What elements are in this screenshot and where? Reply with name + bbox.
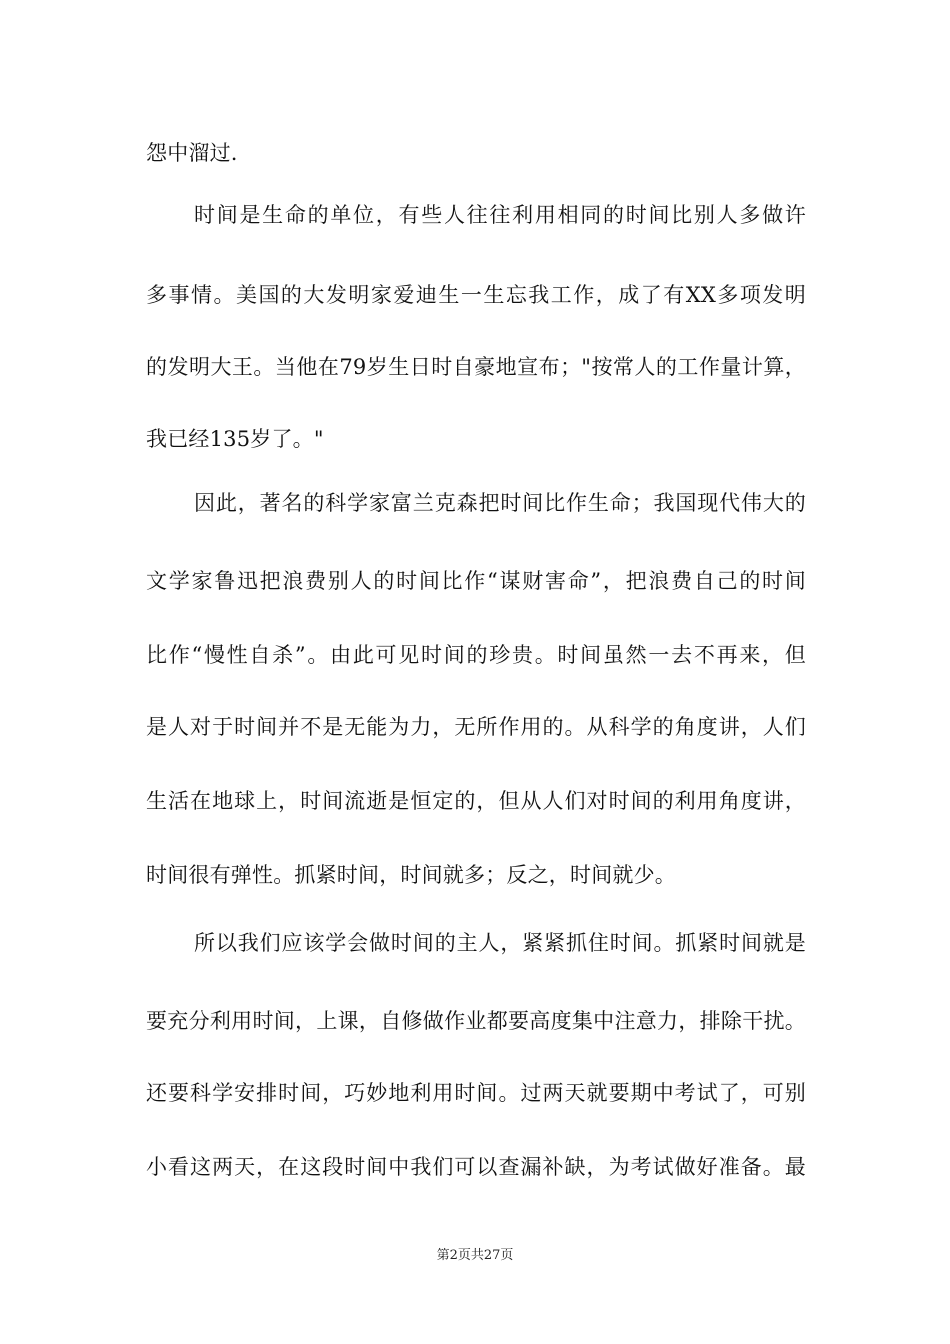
text-line: 时间很有弹性。抓紧时间，时间就多；反之，时间就少。 — [146, 863, 676, 887]
text-line: 文学家鲁迅把浪费别人的时间比作“谋财害命”，把浪费自己的时间 — [146, 569, 806, 593]
text-line: 比作“慢性自杀”。由此可见时间的珍贵。时间虽然一去不再来，但 — [146, 643, 806, 667]
text-line: 小看这两天，在这段时间中我们可以查漏补缺，为考试做好准备。最 — [146, 1155, 806, 1179]
text-line: 所以我们应该学会做时间的主人，紧紧抓住时间。抓紧时间就是 — [194, 931, 806, 955]
text-line: 因此，著名的科学家富兰克森把时间比作生命；我国现代伟大的 — [194, 491, 806, 515]
text-line: 我已经135岁了。" — [146, 427, 324, 451]
page-number-footer: 第2页共27页 — [436, 1248, 514, 1263]
text-line: 时间是生命的单位，有些人往往利用相同的时间比别人多做许 — [194, 203, 806, 227]
text-line: 还要科学安排时间，巧妙地利用时间。过两天就要期中考试了，可别 — [146, 1081, 806, 1105]
text-line: 生活在地球上，时间流逝是恒定的，但从人们对时间的利用角度讲， — [146, 789, 806, 813]
text-line: 的发明大王。当他在79岁生日时自豪地宣布；"按常人的工作量计算， — [146, 355, 806, 379]
text-line: 多事情。美国的大发明家爱迪生一生忘我工作，成了有XX多项发明 — [146, 283, 806, 307]
text-line: 要充分利用时间，上课，自修做作业都要高度集中注意力，排除干扰。 — [146, 1009, 806, 1033]
text-line: 怨中溜过. — [146, 141, 238, 165]
text-line: 是人对于时间并不是无能为力，无所作用的。从科学的角度讲，人们 — [146, 715, 806, 739]
